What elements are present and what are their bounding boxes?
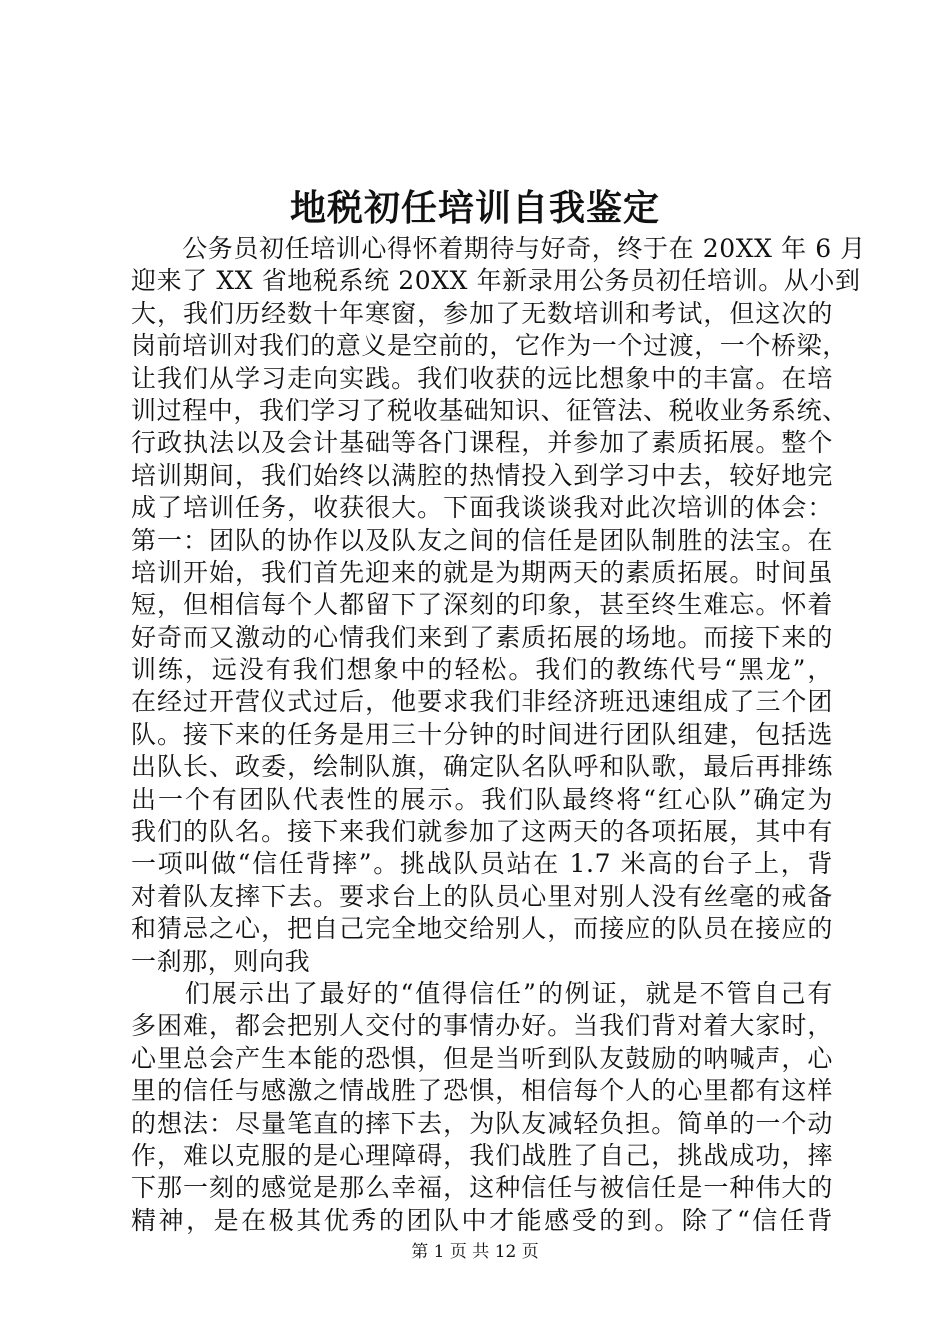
body-line: 岗前培训对我们的意义是空前的，它作为一个过渡，一个桥梁， <box>131 331 848 361</box>
body-line: 精神，是在极其优秀的团队中才能感受的到。除了“信任背 <box>131 1205 833 1235</box>
document-title: 地税初任培训自我鉴定 <box>289 187 660 229</box>
body-line: 短，但相信每个人都留下了深刻的印象，甚至终生难忘。怀着 <box>131 590 833 620</box>
document-body <box>131 233 866 1237</box>
body-line: 好奇而又激动的心情我们来到了素质拓展的场地。而接下来的 <box>131 622 833 652</box>
body-line: 队。接下来的任务是用三十分钟的时间进行团队组建，包括选 <box>131 719 833 749</box>
body-line: 下那一刻的感觉是那么幸福，这种信任与被信任是一种伟大的 <box>131 1173 833 1203</box>
body-line: 行政执法以及会计基础等各门课程，并参加了素质拓展。整个 <box>131 428 833 458</box>
body-line: 里的信任与感激之情战胜了恐惧，相信每个人的心里都有这样 <box>131 1076 833 1106</box>
body-line: 一项叫做“信任背摔”。挑战队员站在 1.7 米高的台子上，背 <box>131 849 833 879</box>
body-line: 第一：团队的协作以及队友之间的信任是团队制胜的法宝。在 <box>131 525 833 555</box>
body-line: 培训期间，我们始终以满腔的热情投入到学习中去，较好地完 <box>131 460 833 490</box>
body-line: 们展示出了最好的“值得信任”的例证，就是不管自己有 <box>131 978 833 1008</box>
body-line: 一刹那，则向我 <box>131 946 311 976</box>
body-line: 让我们从学习走向实践。我们收获的远比想象中的丰富。在培 <box>131 363 833 393</box>
body-line: 培训开始，我们首先迎来的就是为期两天的素质拓展。时间虽 <box>131 557 833 587</box>
body-line: 迎来了 XX 省地税系统 20XX 年新录用公务员初任培训。从小到 <box>131 266 861 296</box>
body-line: 训过程中，我们学习了税收基础知识、征管法、税收业务系统、 <box>131 395 848 425</box>
body-line: 出一个有团队代表性的展示。我们队最终将“红心队”确定为 <box>131 784 833 814</box>
body-line: 大，我们历经数十年寒窗，参加了无数培训和考试，但这次的 <box>131 298 833 328</box>
body-line: 心里总会产生本能的恐惧，但是当听到队友鼓励的呐喊声，心 <box>131 1043 833 1073</box>
body-line: 多困难，都会把别人交付的事情办好。当我们背对着大家时， <box>131 1011 833 1041</box>
body-line: 的想法：尽量笔直的摔下去，为队友减轻负担。简单的一个动 <box>131 1108 833 1138</box>
body-line: 在经过开营仪式过后，他要求我们非经济班迅速组成了三个团 <box>131 687 833 717</box>
body-line: 我们的队名。接下来我们就参加了这两天的各项拓展，其中有 <box>131 817 833 847</box>
page-footer: 第 1 页 共 12 页 <box>411 1242 539 1262</box>
body-line: 对着队友摔下去。要求台上的队员心里对别人没有丝毫的戒备 <box>131 881 833 911</box>
body-line: 训练，远没有我们想象中的轻松。我们的教练代号“黑龙”， <box>131 655 833 685</box>
body-line: 公务员初任培训心得怀着期待与好奇，终于在 20XX 年 6 月 <box>131 234 866 263</box>
body-line: 出队长、政委，绘制队旗，确定队名队呼和队歌，最后再排练 <box>131 752 833 782</box>
body-line: 作，难以克服的是心理障碍，我们战胜了自己，挑战成功，摔 <box>131 1140 833 1170</box>
body-line: 和猜忌之心，把自己完全地交给别人，而接应的队员在接应的 <box>131 914 833 944</box>
body-line: 成了培训任务，收获很大。下面我谈谈我对此次培训的体会： <box>131 493 833 523</box>
